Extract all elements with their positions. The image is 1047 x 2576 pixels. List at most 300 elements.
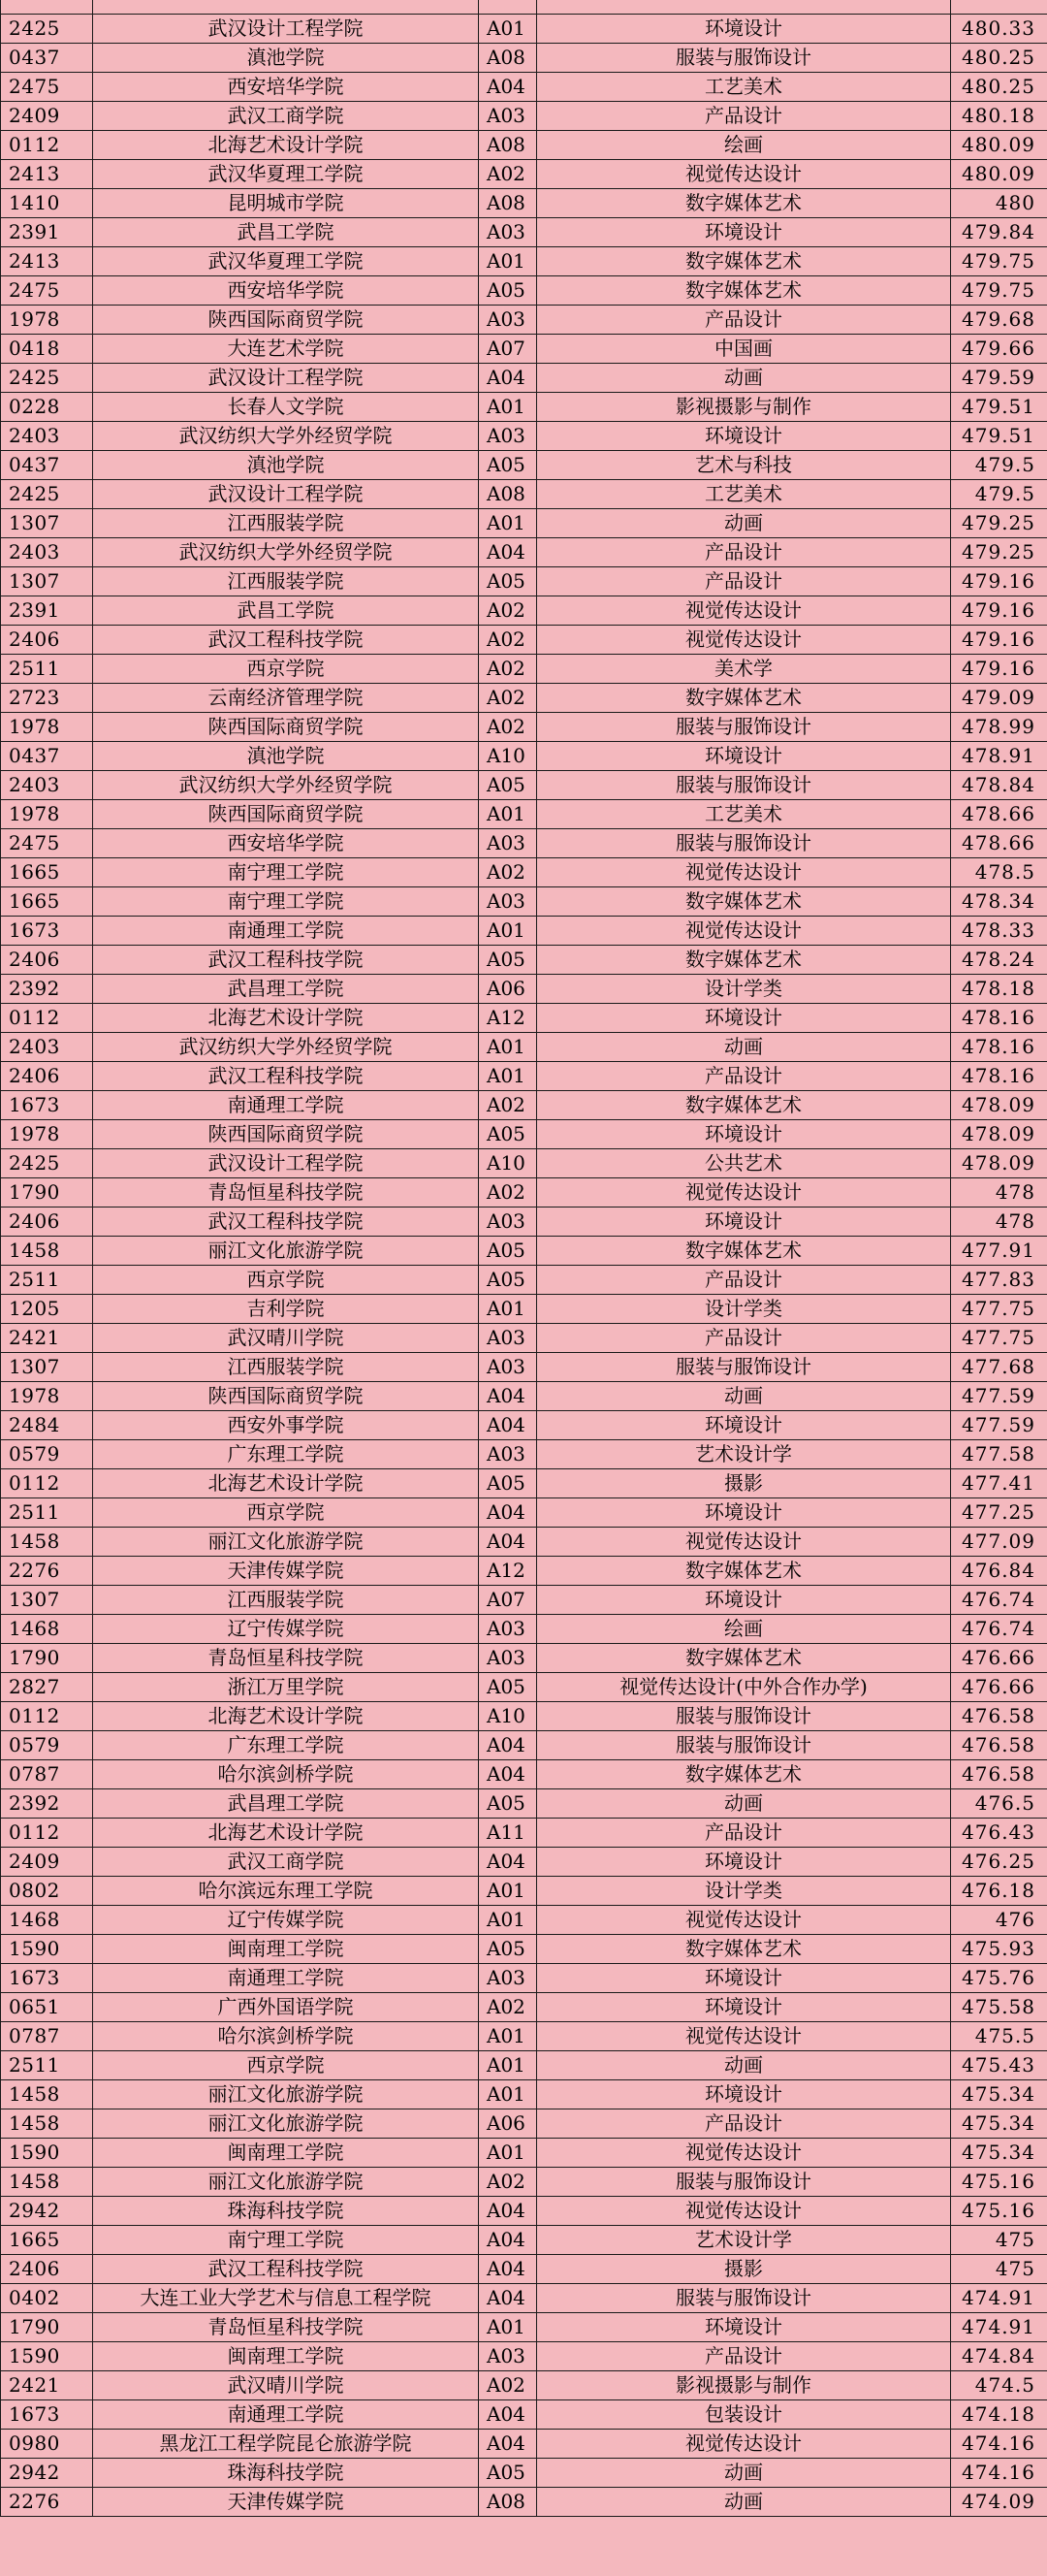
score-cell: 480.25: [951, 43, 1047, 72]
group-code-cell: A01: [479, 1032, 537, 1061]
school-code-cell: 1665: [1, 857, 93, 886]
major-name-cell: 环境设计: [537, 1410, 951, 1439]
school-code-cell: 1590: [1, 1934, 93, 1963]
score-cell: 475.34: [951, 2138, 1047, 2167]
group-code-cell: A10: [479, 1148, 537, 1177]
group-code-cell: A01: [479, 916, 537, 945]
school-name-cell: 武汉设计工程学院: [93, 14, 479, 43]
score-cell: 479.66: [951, 334, 1047, 363]
score-cell: 477.58: [951, 1439, 1047, 1468]
table-row: [1, 886, 1047, 916]
major-name-cell: 视觉传达设计: [537, 159, 951, 188]
group-code-cell: A01: [479, 2312, 537, 2341]
group-code-cell: A05: [479, 1236, 537, 1265]
school-name-cell: 南通理工学院: [93, 916, 479, 945]
group-code-cell: A03: [479, 1352, 537, 1381]
school-code-cell: 2425: [1, 363, 93, 392]
school-name-cell: 武汉工程科技学院: [93, 945, 479, 974]
score-cell: 476.58: [951, 1759, 1047, 1788]
table-row: [1, 363, 1047, 392]
major-name-cell: 服装与服饰设计: [537, 1352, 951, 1381]
score-cell: 476: [951, 1905, 1047, 1934]
school-name-cell: 闽南理工学院: [93, 2138, 479, 2167]
table-row: [1, 0, 1047, 14]
school-name-cell: 大连工业大学艺术与信息工程学院: [93, 2283, 479, 2312]
major-name-cell: 产品设计: [537, 1323, 951, 1352]
score-cell: 478: [951, 1207, 1047, 1236]
school-code-cell: 2409: [1, 101, 93, 130]
score-cell: 480.09: [951, 130, 1047, 159]
group-code-cell: A02: [479, 625, 537, 654]
major-name-cell: 环境设计: [537, 217, 951, 246]
school-name-cell: 南通理工学院: [93, 1963, 479, 1992]
group-code-cell: A05: [479, 1265, 537, 1294]
school-name-cell: 西安培华学院: [93, 72, 479, 101]
group-code-cell: A01: [479, 1905, 537, 1934]
table-row: [1, 1352, 1047, 1381]
group-code-cell: A05: [479, 945, 537, 974]
score-cell: 478.09: [951, 1148, 1047, 1177]
table-row: [1, 2167, 1047, 2196]
major-name-cell: 工艺美术: [537, 479, 951, 508]
table-row: [1, 654, 1047, 683]
school-code-cell: 0651: [1, 1992, 93, 2021]
score-cell: 479.51: [951, 421, 1047, 450]
major-name-cell: 设计学类: [537, 1294, 951, 1323]
school-code-cell: 2511: [1, 1265, 93, 1294]
major-name-cell: 环境设计: [537, 1497, 951, 1527]
score-cell: 480.18: [951, 101, 1047, 130]
score-cell: 478.33: [951, 916, 1047, 945]
school-code-cell: 2406: [1, 1061, 93, 1090]
school-code-cell: 1978: [1, 305, 93, 334]
school-code-cell: 2406: [1, 1207, 93, 1236]
score-cell: 474.16: [951, 2429, 1047, 2458]
table-row: [1, 334, 1047, 363]
major-name-cell: 艺术设计学: [537, 2225, 951, 2254]
major-name-cell: 数字媒体艺术: [537, 275, 951, 305]
group-code-cell: A11: [479, 1818, 537, 1847]
major-name-cell: 艺术与科技: [537, 450, 951, 479]
score-cell: 475.76: [951, 1963, 1047, 1992]
school-name-cell: 天津传媒学院: [93, 2487, 479, 2516]
table-row: [1, 1119, 1047, 1148]
major-name-cell: 环境设计: [537, 2079, 951, 2109]
table-row: [1, 857, 1047, 886]
table-row: [1, 392, 1047, 421]
score-cell: 474.5: [951, 2370, 1047, 2399]
table-row: [1, 596, 1047, 625]
school-code-cell: 2392: [1, 974, 93, 1003]
school-name-cell: 丽江文化旅游学院: [93, 1236, 479, 1265]
table-row: [1, 1032, 1047, 1061]
score-cell: 476.66: [951, 1643, 1047, 1672]
school-code-cell: 1978: [1, 799, 93, 828]
group-code-cell: A01: [479, 799, 537, 828]
score-cell: 478.91: [951, 741, 1047, 770]
table-row: [1, 72, 1047, 101]
school-code-cell: 2484: [1, 1410, 93, 1439]
score-cell: 475: [951, 2254, 1047, 2283]
school-name-cell: 陕西国际商贸学院: [93, 1381, 479, 1410]
school-name-cell: 武汉设计工程学院: [93, 363, 479, 392]
major-name-cell: 视觉传达设计: [537, 2429, 951, 2458]
school-name-cell: 天津传媒学院: [93, 1556, 479, 1585]
school-name-cell: 西安培华学院: [93, 275, 479, 305]
school-name-cell: 丽江文化旅游学院: [93, 2079, 479, 2109]
school-name-cell: 陕西国际商贸学院: [93, 799, 479, 828]
group-code-cell: A02: [479, 1992, 537, 2021]
school-code-cell: 2421: [1, 2370, 93, 2399]
school-name-cell: 江西服装学院: [93, 1352, 479, 1381]
school-name-cell: 西京学院: [93, 654, 479, 683]
score-cell: 475.43: [951, 2050, 1047, 2079]
table-row: [1, 1177, 1047, 1207]
table-row: [1, 1527, 1047, 1556]
score-cell: 474.91: [951, 2283, 1047, 2312]
table-row: [1, 508, 1047, 537]
major-name-cell: 动画: [537, 1032, 951, 1061]
major-name-cell: 工艺美术: [537, 72, 951, 101]
group-code-cell: A01: [479, 2021, 537, 2050]
school-code-cell: 1590: [1, 2138, 93, 2167]
major-name-cell: 数字媒体艺术: [537, 1236, 951, 1265]
major-name-cell: 数字媒体艺术: [537, 1556, 951, 1585]
major-name-cell: 服装与服饰设计: [537, 1730, 951, 1759]
table-row: [1, 479, 1047, 508]
school-name-cell: 滇池学院: [93, 741, 479, 770]
school-code-cell: 0418: [1, 334, 93, 363]
group-code-cell: A10: [479, 1701, 537, 1730]
group-code-cell: A02: [479, 857, 537, 886]
school-name-cell: 哈尔滨剑桥学院: [93, 1759, 479, 1788]
table-row: [1, 770, 1047, 799]
score-cell: 478.66: [951, 799, 1047, 828]
table-row: [1, 1207, 1047, 1236]
school-name-cell: 丽江文化旅游学院: [93, 2109, 479, 2138]
school-name-cell: 武汉华夏理工学院: [93, 246, 479, 275]
score-cell: 478.66: [951, 828, 1047, 857]
group-code-cell: A08: [479, 43, 537, 72]
major-name-cell: 视觉传达设计: [537, 1905, 951, 1934]
school-code-cell: 0437: [1, 741, 93, 770]
score-cell: 479.51: [951, 392, 1047, 421]
score-cell: 476.74: [951, 1585, 1047, 1614]
major-name-cell: 产品设计: [537, 566, 951, 596]
school-name-cell: 西安外事学院: [93, 1410, 479, 1439]
table-row: [1, 43, 1047, 72]
major-name-cell: 摄影: [537, 1468, 951, 1497]
school-code-cell: 2475: [1, 72, 93, 101]
school-code-cell: 0437: [1, 450, 93, 479]
score-cell: 478.5: [951, 857, 1047, 886]
school-name-cell: 珠海科技学院: [93, 2196, 479, 2225]
table-row: [1, 1265, 1047, 1294]
table-row: [1, 1061, 1047, 1090]
school-name-cell: 广东理工学院: [93, 1439, 479, 1468]
school-name-cell: 武昌理工学院: [93, 974, 479, 1003]
table-row: [1, 101, 1047, 130]
school-name-cell: 武汉纺织大学外经贸学院: [93, 1032, 479, 1061]
school-code-cell: 1307: [1, 1352, 93, 1381]
group-code-cell: A04: [479, 2399, 537, 2429]
school-name-cell: 武汉工程科技学院: [93, 625, 479, 654]
school-code-cell: 2391: [1, 596, 93, 625]
major-name-cell: 视觉传达设计: [537, 857, 951, 886]
score-cell: 475.34: [951, 2079, 1047, 2109]
score-cell: 478.34: [951, 886, 1047, 916]
score-cell: 479.84: [951, 217, 1047, 246]
major-name-cell: 公共艺术: [537, 1148, 951, 1177]
group-code-cell: A04: [479, 2196, 537, 2225]
school-name-cell: 辽宁传媒学院: [93, 1905, 479, 1934]
school-name-cell: 珠海科技学院: [93, 2458, 479, 2487]
table-row: [1, 421, 1047, 450]
major-name-cell: 视觉传达设计: [537, 916, 951, 945]
group-code-cell: A01: [479, 14, 537, 43]
group-code-cell: A08: [479, 2487, 537, 2516]
table-row: [1, 1585, 1047, 1614]
major-name-cell: 产品设计: [537, 2109, 951, 2138]
group-code-cell: A05: [479, 1672, 537, 1701]
group-code-cell: A03: [479, 886, 537, 916]
score-cell: 474.16: [951, 2458, 1047, 2487]
table-row: [1, 974, 1047, 1003]
school-code-cell: 2392: [1, 1788, 93, 1818]
school-code-cell: 1978: [1, 1119, 93, 1148]
group-code-cell: A03: [479, 1207, 537, 1236]
major-name-cell: 服装与服饰设计: [537, 43, 951, 72]
major-name-cell: 服装与服饰设计: [537, 828, 951, 857]
school-name-cell: 长春人文学院: [93, 392, 479, 421]
major-name-cell: 服装与服饰设计: [537, 2283, 951, 2312]
major-name-cell: 数字媒体艺术: [537, 246, 951, 275]
score-cell: 479.25: [951, 508, 1047, 537]
table-row: [1, 741, 1047, 770]
school-code-cell: 2942: [1, 2458, 93, 2487]
school-name-cell: [93, 0, 479, 14]
major-name-cell: 视觉传达设计: [537, 1177, 951, 1207]
school-name-cell: 武汉华夏理工学院: [93, 159, 479, 188]
group-code-cell: A05: [479, 1788, 537, 1818]
major-name-cell: 数字媒体艺术: [537, 1759, 951, 1788]
table-row: [1, 2341, 1047, 2370]
school-name-cell: 青岛恒星科技学院: [93, 1177, 479, 1207]
score-cell: 478.16: [951, 1061, 1047, 1090]
school-name-cell: 青岛恒星科技学院: [93, 1643, 479, 1672]
group-code-cell: A02: [479, 159, 537, 188]
school-name-cell: 武汉设计工程学院: [93, 479, 479, 508]
major-name-cell: 动画: [537, 2050, 951, 2079]
table-row: [1, 712, 1047, 741]
school-name-cell: 滇池学院: [93, 43, 479, 72]
score-cell: 480: [951, 188, 1047, 217]
table-row: [1, 537, 1047, 566]
school-name-cell: 武汉工程科技学院: [93, 1207, 479, 1236]
score-cell: 479.59: [951, 363, 1047, 392]
school-name-cell: 武汉工程科技学院: [93, 1061, 479, 1090]
group-code-cell: A04: [479, 363, 537, 392]
school-code-cell: 1673: [1, 1090, 93, 1119]
school-code-cell: 2425: [1, 1148, 93, 1177]
table-row: [1, 2370, 1047, 2399]
school-code-cell: 1790: [1, 1177, 93, 1207]
table-row: [1, 305, 1047, 334]
major-name-cell: 艺术设计学: [537, 1439, 951, 1468]
table-row: [1, 1730, 1047, 1759]
table-row: [1, 1468, 1047, 1497]
school-code-cell: 2942: [1, 2196, 93, 2225]
school-code-cell: 1665: [1, 2225, 93, 2254]
school-code-cell: 2409: [1, 1847, 93, 1876]
major-name-cell: 视觉传达设计: [537, 2138, 951, 2167]
score-cell: 476.84: [951, 1556, 1047, 1585]
table-row: [1, 1410, 1047, 1439]
group-code-cell: A03: [479, 828, 537, 857]
major-name-cell: 动画: [537, 2487, 951, 2516]
school-name-cell: 滇池学院: [93, 450, 479, 479]
score-cell: 479.16: [951, 625, 1047, 654]
school-name-cell: 北海艺术设计学院: [93, 1818, 479, 1847]
school-code-cell: 2511: [1, 1497, 93, 1527]
school-code-cell: 2403: [1, 537, 93, 566]
school-code-cell: 0228: [1, 392, 93, 421]
table-row: [1, 625, 1047, 654]
major-name-cell: 数字媒体艺术: [537, 886, 951, 916]
group-code-cell: A03: [479, 1614, 537, 1643]
school-name-cell: 浙江万里学院: [93, 1672, 479, 1701]
score-cell: 475: [951, 2225, 1047, 2254]
table-row: [1, 566, 1047, 596]
school-code-cell: 2403: [1, 1032, 93, 1061]
school-code-cell: 0112: [1, 1468, 93, 1497]
major-name-cell: 环境设计: [537, 1963, 951, 1992]
major-name-cell: 产品设计: [537, 101, 951, 130]
major-name-cell: 动画: [537, 508, 951, 537]
score-cell: 478.09: [951, 1090, 1047, 1119]
score-cell: 477.75: [951, 1323, 1047, 1352]
group-code-cell: A10: [479, 741, 537, 770]
school-code-cell: 2511: [1, 654, 93, 683]
major-name-cell: 中国画: [537, 334, 951, 363]
school-code-cell: 2413: [1, 159, 93, 188]
school-code-cell: 2406: [1, 945, 93, 974]
group-code-cell: A03: [479, 305, 537, 334]
major-name-cell: 数字媒体艺术: [537, 1643, 951, 1672]
group-code-cell: A01: [479, 1061, 537, 1090]
school-name-cell: 西京学院: [93, 2050, 479, 2079]
major-name-cell: 产品设计: [537, 1265, 951, 1294]
major-name-cell: 影视摄影与制作: [537, 2370, 951, 2399]
score-cell: 477.91: [951, 1236, 1047, 1265]
group-code-cell: A04: [479, 1759, 537, 1788]
score-cell: 475.5: [951, 2021, 1047, 2050]
table-row: [1, 2138, 1047, 2167]
school-name-cell: 陕西国际商贸学院: [93, 712, 479, 741]
table-row: [1, 2021, 1047, 2050]
major-name-cell: 视觉传达设计: [537, 2196, 951, 2225]
school-name-cell: 云南经济管理学院: [93, 683, 479, 712]
table-row: [1, 1381, 1047, 1410]
table-row: [1, 1818, 1047, 1847]
major-name-cell: 环境设计: [537, 1992, 951, 2021]
school-code-cell: 2276: [1, 2487, 93, 2516]
score-cell: 476.58: [951, 1730, 1047, 1759]
score-cell: 474.09: [951, 2487, 1047, 2516]
score-cell: 476.25: [951, 1847, 1047, 1876]
school-name-cell: 江西服装学院: [93, 566, 479, 596]
score-cell: 475.16: [951, 2167, 1047, 2196]
school-code-cell: 0402: [1, 2283, 93, 2312]
major-name-cell: 环境设计: [537, 421, 951, 450]
score-cell: 477.25: [951, 1497, 1047, 1527]
school-code-cell: 2475: [1, 275, 93, 305]
group-code-cell: A04: [479, 2254, 537, 2283]
school-name-cell: 西京学院: [93, 1497, 479, 1527]
school-code-cell: 1978: [1, 712, 93, 741]
table-row: [1, 275, 1047, 305]
table-row: [1, 130, 1047, 159]
school-code-cell: 1458: [1, 2167, 93, 2196]
group-code-cell: A04: [479, 1497, 537, 1527]
school-code-cell: 2403: [1, 770, 93, 799]
school-name-cell: 闽南理工学院: [93, 1934, 479, 1963]
table-row: [1, 246, 1047, 275]
school-name-cell: 南通理工学院: [93, 1090, 479, 1119]
major-name-cell: 服装与服饰设计: [537, 2167, 951, 2196]
score-cell: 478.24: [951, 945, 1047, 974]
school-code-cell: 0579: [1, 1439, 93, 1468]
group-code-cell: A05: [479, 1119, 537, 1148]
table-row: [1, 1497, 1047, 1527]
group-code-cell: A01: [479, 2050, 537, 2079]
score-cell: 479.5: [951, 450, 1047, 479]
school-name-cell: 武汉纺织大学外经贸学院: [93, 537, 479, 566]
score-cell: 479.75: [951, 275, 1047, 305]
table-row: [1, 159, 1047, 188]
school-code-cell: 1205: [1, 1294, 93, 1323]
school-code-cell: 2403: [1, 421, 93, 450]
school-code-cell: 2425: [1, 479, 93, 508]
score-cell: 477.75: [951, 1294, 1047, 1323]
table-row: [1, 2109, 1047, 2138]
group-code-cell: A12: [479, 1556, 537, 1585]
group-code-cell: A03: [479, 421, 537, 450]
table-body: [1, 0, 1047, 2516]
major-name-cell: 美术学: [537, 654, 951, 683]
group-code-cell: A05: [479, 450, 537, 479]
school-code-cell: 1790: [1, 1643, 93, 1672]
major-name-cell: [537, 0, 951, 14]
school-name-cell: 武昌工学院: [93, 217, 479, 246]
school-name-cell: 丽江文化旅游学院: [93, 1527, 479, 1556]
school-code-cell: 2413: [1, 246, 93, 275]
group-code-cell: A03: [479, 1439, 537, 1468]
school-name-cell: 武汉设计工程学院: [93, 1148, 479, 1177]
school-code-cell: 0112: [1, 1701, 93, 1730]
score-cell: 480.33: [951, 14, 1047, 43]
group-code-cell: [479, 0, 537, 14]
school-name-cell: 南宁理工学院: [93, 857, 479, 886]
table-row: [1, 450, 1047, 479]
school-code-cell: 0579: [1, 1730, 93, 1759]
score-cell: 476.66: [951, 1672, 1047, 1701]
major-name-cell: 环境设计: [537, 1207, 951, 1236]
table-row: [1, 799, 1047, 828]
school-code-cell: 2827: [1, 1672, 93, 1701]
school-code-cell: 0437: [1, 43, 93, 72]
group-code-cell: A07: [479, 334, 537, 363]
